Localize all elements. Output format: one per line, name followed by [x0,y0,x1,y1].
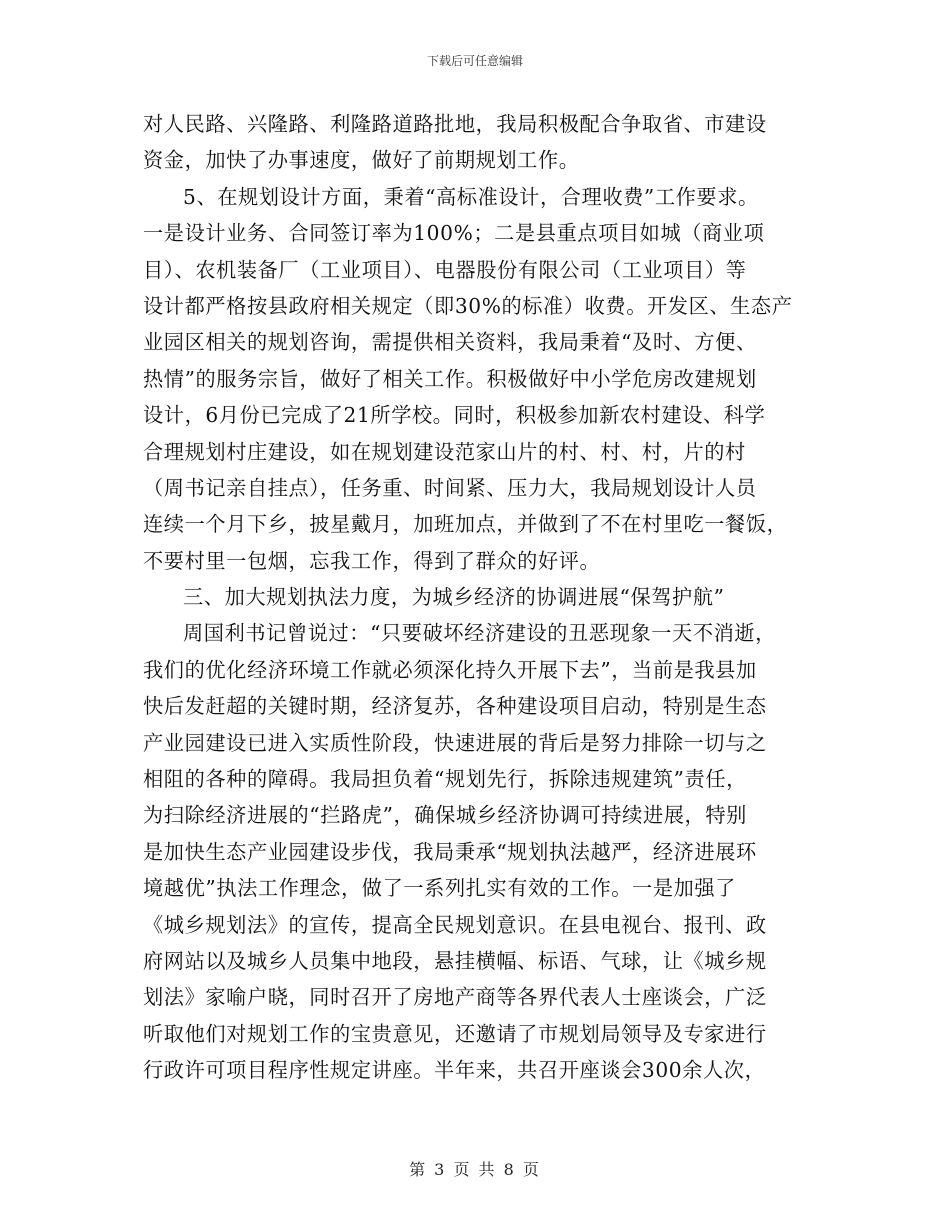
text-line: 不要村里一包烟，忘我工作，得到了群众的好评。 [143,548,601,573]
text-line: 产业园建设已进入实质性阶段，快速进展的背后是努力排除一切与之 [143,730,767,755]
text-line: 资金，加快了办事速度，做好了前期规划工作。 [143,148,580,173]
text-line: 目）、农机装备厂（工业项目）、电器股份有限公司（工业项目）等 [143,257,747,282]
section-heading: 三、加大规划执法力度，为城乡经济的协调进展“保驾护航” [183,585,725,610]
page-header-note: 下载后可任意编辑 [426,54,523,68]
text-line: 行政许可项目程序性规定讲座。半年来，共召开座谈会300余人次， [143,1058,766,1083]
text-line: 府网站以及城乡人员集中地段，悬挂横幅、标语、气球，让《城乡规 [143,948,767,973]
text-line: 听取他们对规划工作的宝贵意见，还邀请了市规划局领导及专家进行 [143,1021,767,1046]
text-line: 一是设计业务、合同签订率为100%；二是县重点项目如城（商业项 [143,221,765,246]
text-line: 合理规划村庄建设，如在规划建设范家山片的村、村、村，片的村 [143,439,746,464]
text-line: 划法》家喻户晓，同时召开了房地产商等各界代表人士座谈会，广泛 [143,985,767,1010]
page-number-footer: 第 3 页 共 8 页 [409,1160,541,1179]
text-line: 境越优”执法工作理念，做了一系列扎实有效的工作。一是加强了 [143,876,736,901]
text-line: 我们的优化经济环境工作就必须深化持久开展下去”，当前是我县加 [143,657,757,682]
text-line: （周书记亲自挂点），任务重、时间紧、压力大，我局规划设计人员 [143,475,757,500]
paragraph-start-line: 5、在规划设计方面，秉着“高标准设计，合理收费”工作要求。 [183,184,759,209]
paragraph-start-line: 周国利书记曾说过：“只要破坏经济建设的丑恶现象一天不消逝， [183,621,776,646]
text-line: 业园区相关的规划咨询，需提供相关资料，我局秉着“及时、方便、 [143,330,757,355]
text-line: 《城乡规划法》的宣传，提高全民规划意识。在县电视台、报刊、政 [143,912,767,937]
document-body [143,106,809,1089]
text-line: 设计，6月份已完成了21所学校。同时，积极参加新农村建设、科学 [143,403,766,428]
text-line: 对人民路、兴隆路、利隆路道路批地，我局积极配合争取省、市建设 [143,112,767,136]
text-line: 相阻的各种的障碍。我局担负着“规划先行，拆除违规建筑”责任， [143,767,747,792]
text-line: 快后发赶超的关键时期，经济复苏，各种建设项目启动，特别是生态 [143,694,767,719]
text-line: 连续一个月下乡，披星戴月，加班加点，并做到了不在村里吃一餐饭， [143,512,788,537]
text-line: 是加快生态产业园建设步伐，我局秉承“规划执法越严，经济进展环 [143,839,757,864]
text-line: 热情”的服务宗旨，做好了相关工作。积极做好中小学危房改建规划 [143,366,757,391]
text-line: 设计都严格按县政府相关规定（即30%的标准）收费。开发区、生态产 [143,293,793,318]
text-line: 为扫除经济进展的“拦路虎”，确保城乡经济协调可持续进展，特别 [143,803,747,828]
